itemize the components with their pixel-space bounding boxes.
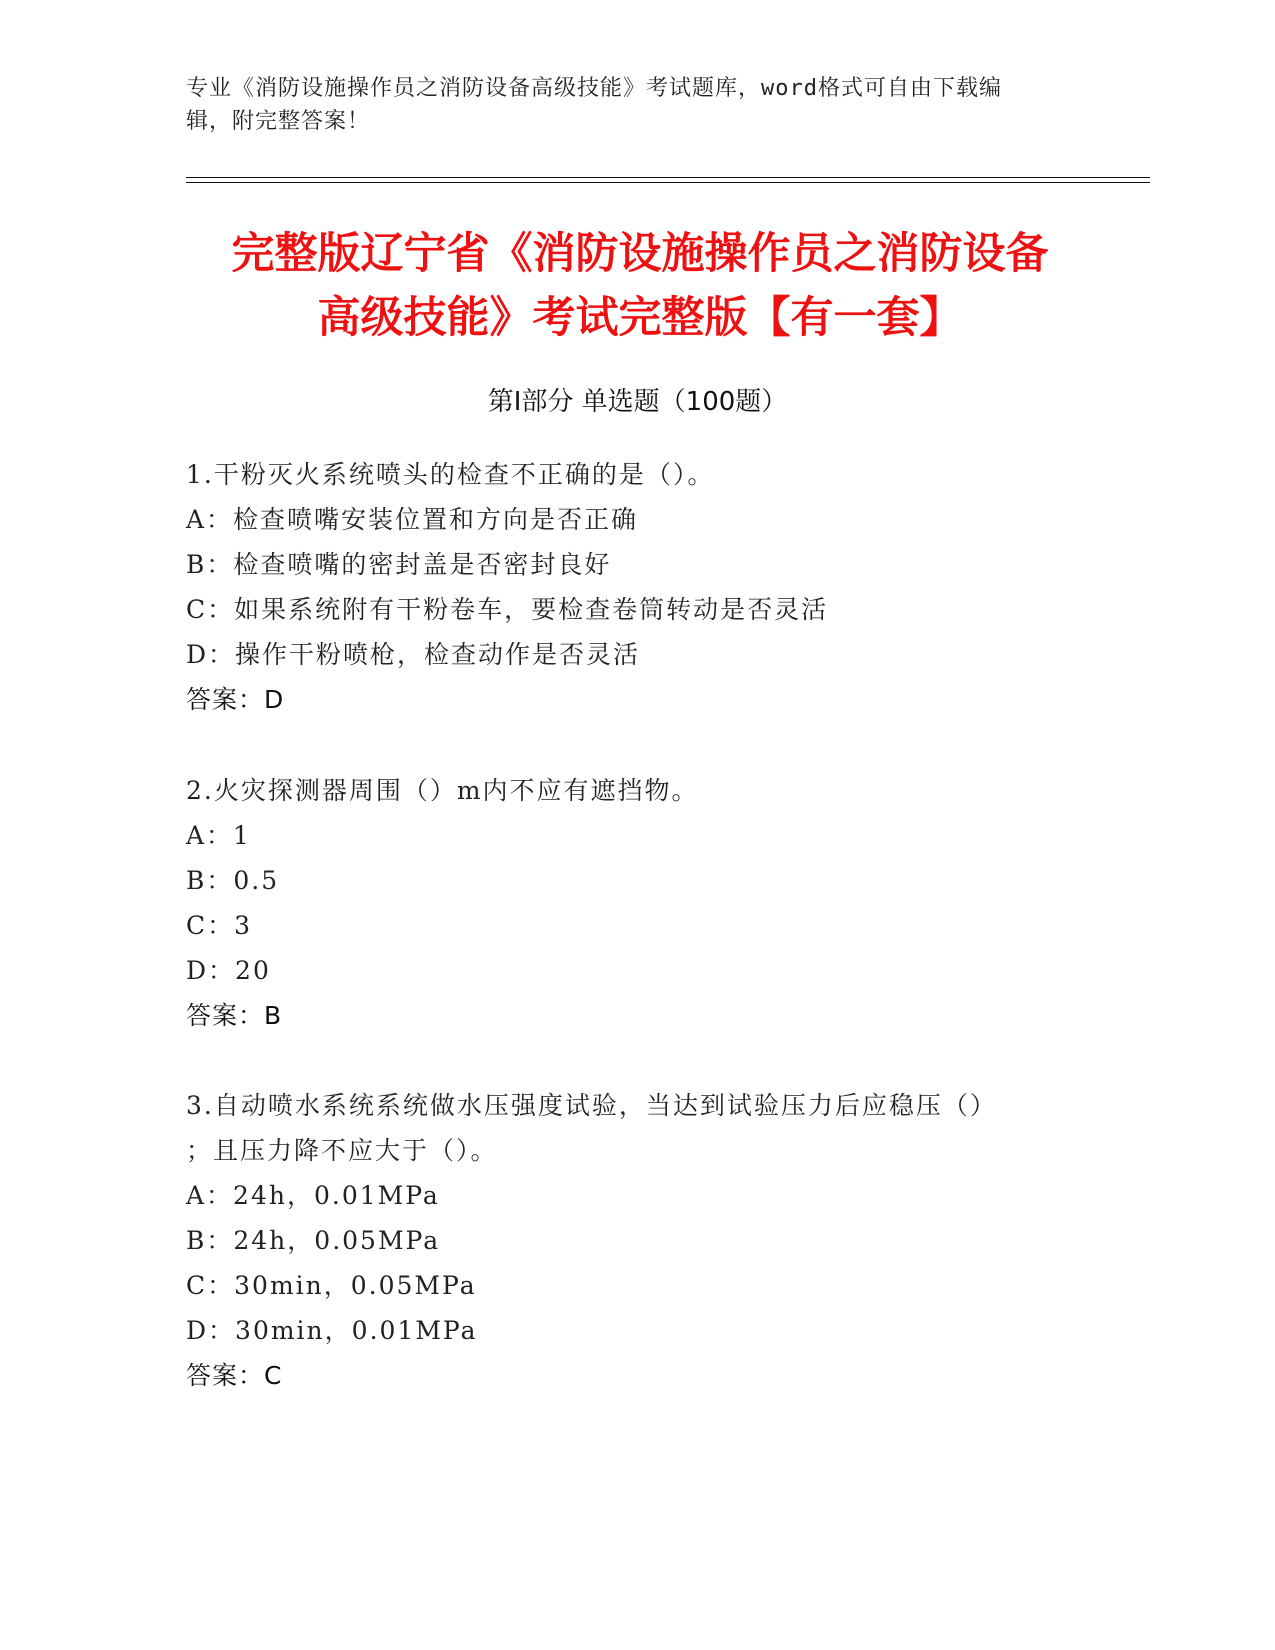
option-b: B：检查喷嘴的密封盖是否密封良好 — [186, 550, 612, 579]
header-note-line-1: 专业《消防设施操作员之消防设备高级技能》考试题库，word格式可自由下载编 — [186, 76, 1002, 101]
question-1 — [186, 452, 1086, 722]
question-stem: 1.干粉灭火系统喷头的检查不正确的是（）。 — [186, 460, 715, 489]
header-note-line-2: 辑，附完整答案！ — [186, 109, 371, 134]
answer-label: 答案：B — [186, 1001, 283, 1030]
document-title-line-1: 完整版辽宁省《消防设施操作员之消防设备 — [231, 229, 1049, 279]
question-stem-line-1: 3.自动喷水系统系统做水压强度试验，当达到试验压力后应稳压（） — [186, 1091, 997, 1120]
document-header-note — [186, 72, 1066, 138]
question-2 — [186, 768, 1086, 1038]
option-d: D：操作干粉喷枪，检查动作是否灵活 — [186, 640, 641, 669]
option-a: A：检查喷嘴安装位置和方向是否正确 — [186, 505, 639, 534]
option-c: C：如果系统附有干粉卷车，要检查卷筒转动是否灵活 — [186, 595, 829, 624]
option-d: D：30min，0.01MPa — [186, 1316, 478, 1345]
option-a: A：24h，0.01MPa — [186, 1181, 440, 1210]
answer-label: 答案：D — [186, 685, 285, 714]
option-c: C：30min，0.05MPa — [186, 1271, 477, 1300]
option-c: C：3 — [186, 911, 253, 940]
document-title-line-2: 高级技能》考试完整版【有一套】 — [317, 293, 963, 343]
option-d: D：20 — [186, 956, 271, 985]
header-divider-top — [186, 177, 1150, 178]
question-3 — [186, 1083, 1086, 1398]
option-b: B：0.5 — [186, 866, 280, 895]
answer-label: 答案：C — [186, 1361, 283, 1390]
document-title — [160, 222, 1120, 350]
option-a: A：1 — [186, 821, 251, 850]
section-heading: 第Ⅰ部分 单选题（100题） — [487, 387, 788, 417]
question-stem: 2.火灾探测器周围（）m内不应有遮挡物。 — [186, 776, 699, 805]
header-divider-bottom — [186, 182, 1150, 183]
question-stem-line-2: ；且压力降不应大于（）。 — [186, 1136, 498, 1165]
option-b: B：24h，0.05MPa — [186, 1226, 441, 1255]
